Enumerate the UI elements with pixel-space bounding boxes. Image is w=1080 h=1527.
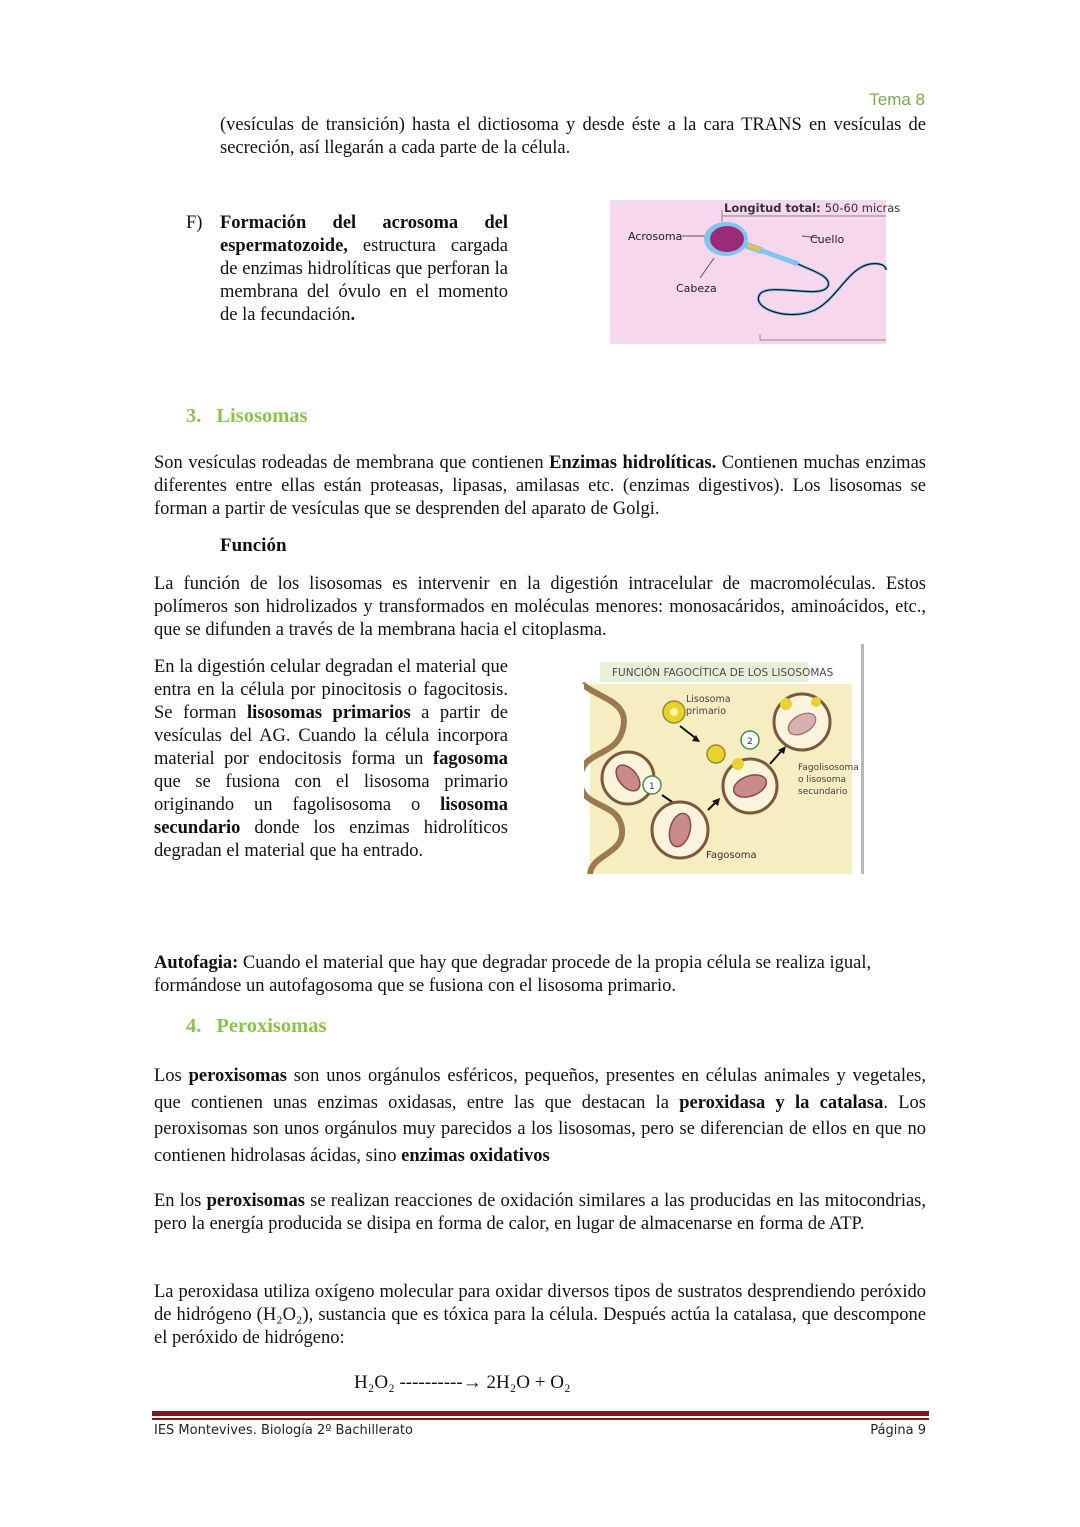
item-f-bold: Formación del acrosoma del espermatozoide, [220,213,508,256]
item-f-text [220,212,508,327]
section-4-title: Peroxisomas [216,1015,327,1037]
step-1-label: 1 [649,782,655,792]
funcion-subtitle: Función [220,535,287,556]
catalase-formula: H₂O₂ ----------→ 2H₂O + O₂ [354,1372,571,1393]
lisosomas-paragraph-2: La función de los lisosomas es intervenir en la digestión intracelular de macromoléculas. Estos polímeros son hidrolizados y transformados en moléculas menores: monosacáridos, aminoácidos, etc., que se difunden a través de la membrana hacia el citoplasma. [154,574,926,640]
section-4-number: 4. [186,1015,202,1037]
lisosoma-primario-label-2: primario [686,706,727,717]
fagolisosoma-label-2: o lisosoma [798,775,847,785]
sperm-figure [610,198,901,346]
item-f-end: . [350,305,356,325]
sperm-head [710,226,744,252]
autofagia-paragraph: Autofagia: Cuando el material que hay que degradar procede de la propia célula se realiza igual, formándose un autofagosoma que se fusiona con el lisosoma primario. [154,953,872,996]
section-4-heading [186,1015,326,1038]
cuello-label: Cuello [810,233,845,246]
peroxisomas-paragraph-1: Los peroxisomas son unos orgánulos esféricos, pequeños, presentes en células animales y vegetales, que contienen unas enzimas oxidasas, entre las que destacan la peroxidasa y la catalasa. Los peroxisomas son unos orgánulos muy parecidos a los lisosomas, pero se diferencian de ellos en que no contienen hidrolasas ácidas, sino enzimas oxidativos [154,1066,927,1166]
section-3-number: 3. [186,405,202,427]
fagolisosoma-label-3: secundario [798,787,848,797]
item-f-letter: F) [186,213,203,233]
length-label: Longitud total: [724,201,821,215]
length-value: 50-60 micras [824,201,901,215]
lisosomas-paragraph-1: Son vesículas rodeadas de membrana que contienen Enzimas hidrolíticas. Contienen muchas enzimas diferentes entre ellas están proteasas, lipasas, amilasas etc. (enzimas digestivos). Los lisosomas se forman a partir de vesículas que se desprenden del aparato de Golgi. [154,453,926,519]
cabeza-label: Cabeza [676,282,717,295]
sperm-figure-background [610,200,886,344]
lisosomas-paragraph-3: En la digestión celular degradan el material que entra en la célula por pinocitosis o fagocitosis. Se forman lisosomas primarios a partir de vesículas del AG. Cuando la célula incorpora material por endocitosis forma un fagosoma que se fusiona con el lisosoma primario originando un fagolisosoma o lisosoma secundario donde los enzimas hidrolíticos degradan el material que ha entrado. [154,657,508,861]
svg-text:Longitud total:50-60 micras [724,201,900,215]
footer-rule-thin [152,1418,929,1420]
section-3-title: Lisosomas [216,405,308,427]
peroxisomas-paragraph-3: La peroxidasa utiliza oxígeno molecular para oxidar diversos tipos de sustratos desprendiendo peróxido de hidrógeno (H₂O₂), sustancia que es tóxica para la célula. Después actúa la catalasa, que descompone el peróxido de hidrógeno: [154,1282,926,1348]
lisosoma-moving [707,745,725,763]
section-3-heading [186,405,308,428]
phago-title: FUNCIÓN FAGOCÍTICA DE LOS LISOSOMAS [612,667,834,679]
fagosoma-label: Fagosoma [706,850,757,861]
fagolisosoma-label-1: Fagolisosoma [798,763,859,773]
page-header-topic: Tema 8 [869,90,925,109]
phagocytic-figure [572,640,872,880]
intro-paragraph: (vesículas de transición) hasta el dictiosoma y desde éste a la cara TRANS en vesículas de secreción, así llegarán a cada parte de la célula. [220,115,926,158]
peroxisomas-paragraph-2: En los peroxisomas se realizan reacciones de oxidación similares a las producidas en las mitocondrias, pero la energía producida se disipa en forma de calor, en lugar de almacenarse en forma de ATP. [154,1191,926,1234]
item-f-rest: estructura cargada de enzimas hidrolíticas que perforan la membrana del óvulo en el momento de la fecundación [220,236,508,325]
step-2-label: 2 [747,737,753,747]
figure-right-border [861,644,864,874]
footer-page-number: Página 9 [870,1423,926,1438]
footer-school: IES Montevives. Biología 2º Bachillerato [154,1423,413,1438]
footer-rule-thick [152,1411,929,1416]
lisosoma-primario-label-1: Lisosoma [686,694,731,705]
acrosoma-label: Acrosoma [628,230,683,243]
